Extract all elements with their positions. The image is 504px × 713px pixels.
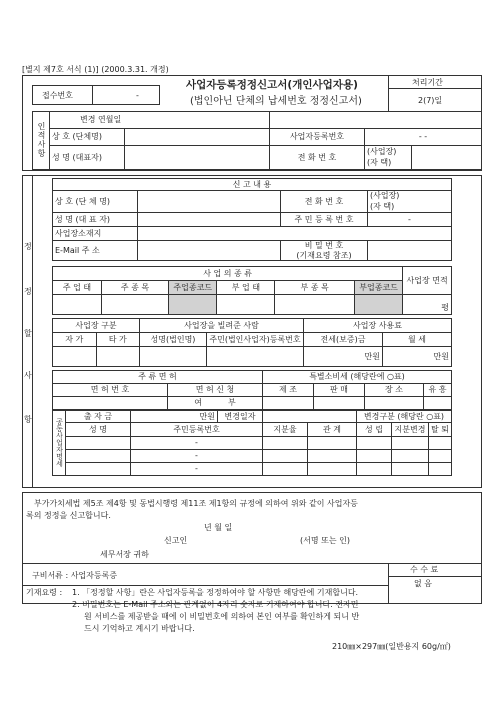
monthly-value[interactable]: [383, 347, 452, 367]
name-value[interactable]: [125, 146, 270, 170]
jp-row1-share[interactable]: [263, 437, 308, 450]
sign-label: (서명 또는 인): [300, 536, 350, 545]
place-label: 장 소: [365, 384, 424, 397]
joint-business-table: [52, 410, 452, 476]
jp-row3-exit[interactable]: [429, 463, 452, 476]
place-value[interactable]: [365, 397, 424, 410]
jp-row1-exit[interactable]: [429, 437, 452, 450]
jp-row2-change[interactable]: [392, 450, 429, 463]
processing-hline: [388, 88, 482, 89]
correction-basic-table: [52, 178, 452, 261]
corr-password-cell: [281, 241, 368, 261]
license-no: 부: [228, 398, 236, 407]
business-type-table: [52, 266, 452, 315]
change-class-label: 변경구분 (해당란 ○표): [357, 411, 452, 423]
license-no-label: 면 허 번 호: [53, 384, 168, 397]
side-label-1: 정: [24, 242, 32, 251]
sub-code-value[interactable]: [354, 295, 402, 315]
lessor-name-value[interactable]: [140, 347, 207, 367]
notes-top-line: [22, 585, 388, 586]
jp-name-label: 성 명: [66, 423, 131, 437]
deposit-unit: 만원: [364, 351, 380, 361]
phone-value[interactable]: [412, 146, 482, 170]
deposit-value[interactable]: [304, 347, 383, 367]
fee-divider: [388, 563, 389, 604]
trade-name-label: 상 호 (단체명): [50, 129, 125, 146]
jp-row3-name[interactable]: [66, 463, 131, 476]
side-label-5: 항: [24, 415, 32, 424]
biz-type-header: 사 업 의 종 류: [53, 267, 403, 281]
lessor-id-value[interactable]: [207, 347, 304, 367]
other-value[interactable]: [96, 347, 140, 367]
main-item-label: 주 종 목: [102, 281, 169, 295]
corr-email-value[interactable]: [138, 241, 281, 261]
corr-email-label: E-Mail 주 소: [53, 241, 138, 261]
person-table: [32, 111, 482, 170]
processing-label: 처리기간: [412, 78, 443, 87]
processing-value: 2(7)일: [418, 96, 443, 105]
entertainment-label: 유 흥: [424, 384, 452, 397]
main-type-label: 주 업 태: [53, 281, 102, 295]
investment-unit: 만원: [199, 411, 215, 421]
corr-phone-home: (자 택): [370, 201, 395, 211]
corr-resident-no-value[interactable]: -: [368, 213, 452, 227]
main-code-value[interactable]: [169, 295, 217, 315]
notes-line-4: 드시 기억하고 계시기 바랍니다.: [84, 624, 195, 633]
declaration-text-1: 부가가치세법 제5조 제4항 및 동법시행령 제11조 제1항의 규정에 의하여 위와 같이 사업자등: [34, 499, 358, 508]
paper-size: 210㎜×297㎜(일반용지 60g/㎡): [332, 642, 451, 651]
notes-label: 기재요령 :: [26, 588, 63, 597]
area-value[interactable]: [403, 295, 452, 315]
jp-row3-id[interactable]: -: [131, 463, 263, 476]
jp-row3-change[interactable]: [392, 463, 429, 476]
corr-phone-label: 전 화 번 호: [281, 191, 368, 213]
liquor-license-table: [52, 370, 452, 410]
sub-item-value[interactable]: [275, 295, 354, 315]
biz-reg-no-value[interactable]: - -: [365, 129, 482, 146]
monthly-label: 월 세: [383, 333, 452, 347]
tax-office-label: 세무서장 귀하: [100, 550, 149, 559]
jp-exit-label: 탈 퇴: [429, 423, 452, 437]
change-date-value-2[interactable]: [263, 411, 357, 423]
corr-trade-name-label: 상 호 (단 체 명): [53, 191, 138, 213]
declaration-text-2: 록의 정정을 신고합니다.: [26, 511, 111, 520]
corr-password-note: (기재요령 참조): [296, 250, 352, 260]
other-label: 타 가: [96, 333, 140, 347]
sub-type-value[interactable]: [217, 295, 275, 315]
docs-top-line: [22, 563, 482, 564]
corr-location-value[interactable]: [138, 227, 452, 241]
joint-side-label: 공동사업자명세: [55, 417, 64, 467]
corr-password-label: 비 밀 번 호: [304, 241, 344, 250]
jp-row2-id[interactable]: -: [131, 450, 263, 463]
manufacture-value[interactable]: [263, 397, 314, 410]
corr-name-value[interactable]: [138, 213, 281, 227]
jp-share-change-label: 지분변경: [392, 423, 429, 437]
corr-location-label: 사업장소재지: [53, 227, 138, 241]
change-date-label: 변경 연월일: [50, 112, 270, 129]
site-usage-table: [52, 318, 452, 367]
main-item-value[interactable]: [102, 295, 169, 315]
jp-row3-share[interactable]: [263, 463, 308, 476]
jp-row1-id[interactable]: -: [131, 437, 263, 450]
declarant-label: 신고인: [164, 536, 188, 545]
monthly-unit: 만원: [433, 351, 449, 361]
jp-row1-change[interactable]: [392, 437, 429, 450]
investment-value[interactable]: [131, 411, 218, 423]
jp-relation-label: 관 계: [308, 423, 357, 437]
sale-value[interactable]: [314, 397, 365, 410]
investment-label: 출 자 금: [66, 411, 131, 423]
side-label-3: 할: [24, 329, 32, 338]
side-label-2: 정: [24, 287, 32, 296]
jp-row2-exit[interactable]: [429, 450, 452, 463]
jp-row2-share[interactable]: [263, 450, 308, 463]
jp-row3-new[interactable]: [357, 463, 392, 476]
corr-resident-no-label: 주 민 등 록 번 호: [281, 213, 368, 227]
side-label-4: 사: [24, 371, 32, 380]
jp-new-label: 성 립: [357, 423, 392, 437]
jp-share-label: 지분율: [263, 423, 308, 437]
fee-label: 수 수 료: [410, 565, 439, 574]
fee-value: 없 음: [414, 579, 432, 588]
corr-phone-office: (사업장): [370, 191, 400, 201]
deposit-label: 전세(보증)금: [304, 333, 383, 347]
area-unit: 평: [441, 303, 449, 312]
own-value[interactable]: [53, 347, 97, 367]
change-date-label-2: 변경일자: [218, 411, 263, 423]
license-yes: 여: [194, 398, 202, 407]
docs-label: 구비서류 : 사업자등록증: [32, 571, 118, 580]
liquor-license-header: 주 류 면 허: [53, 371, 263, 384]
license-apply-cell[interactable]: [168, 397, 263, 410]
form-reference: [별지 제7호 서식 (1)] (2000.3.31. 개정): [22, 65, 169, 74]
usage-fee-label: 사업장 사용료: [304, 319, 452, 333]
phone-kind-cell: [365, 146, 412, 170]
phone-label: 전 화 번 호: [270, 146, 365, 170]
notes-line-2: 2. 비밀번호는 E-Mail 주소와는 관계없이 4자리 숫자로 기재하여야 합니다. 전자민: [72, 600, 359, 609]
sub-type-label: 부 업 태: [217, 281, 275, 295]
jp-row2-name[interactable]: [66, 450, 131, 463]
jp-row3-relation[interactable]: [308, 463, 357, 476]
notes-line-3: 원 서비스를 제공받을 때에 이 비밀번호에 의하여 본인 여부를 확인하게 되니 반: [84, 612, 360, 621]
main-type-value[interactable]: [53, 295, 102, 315]
jp-row1-name[interactable]: [66, 437, 131, 450]
form-subtitle: (법인아닌 단체의 납세번호 정정신고서): [190, 96, 362, 107]
processing-divider: [388, 75, 389, 111]
joint-side-cell: [53, 411, 66, 476]
own-label: 자 가: [53, 333, 97, 347]
declaration-date: 년 월 일: [204, 523, 233, 532]
change-date-value[interactable]: [270, 112, 482, 129]
person-side-cell: [33, 112, 50, 170]
lessor-name-label: 성명(법인명): [140, 333, 207, 347]
biz-reg-no-label: 사업자등록번호: [270, 129, 365, 146]
lessor-label: 사업장을 빌려준 사람: [140, 319, 304, 333]
license-no-value[interactable]: [53, 397, 168, 410]
form-title: 사업자등록정정신고서(개인사업자용): [186, 79, 358, 91]
sub-code-label: 부업종코드: [354, 281, 402, 295]
fee-hline: [388, 576, 482, 577]
jp-resident-no-label: 주민등록번호: [131, 423, 263, 437]
notes-line-1: 1. 「정정할 사항」란은 사업자등록을 정정하여야 할 사항만 해당란에 기재합니다.: [72, 588, 359, 597]
jp-row1-new[interactable]: [357, 437, 392, 450]
sub-item-label: 부 종 목: [275, 281, 354, 295]
site-class-label: 사업장 구분: [53, 319, 140, 333]
lessor-id-label: 주민(법인사업자)등록번호: [207, 333, 304, 347]
phone-office: (사업장): [367, 147, 397, 157]
person-side-label: 인적사항: [37, 121, 46, 158]
corr-phone-cell[interactable]: [368, 191, 452, 213]
corr-password-value[interactable]: [368, 241, 452, 261]
jp-row1-relation[interactable]: [308, 437, 357, 450]
receipt-value: -: [136, 91, 139, 100]
manufacture-label: 제 조: [263, 384, 314, 397]
report-content-header: 신 고 내 용: [53, 179, 452, 191]
name-label: 성 명 (대표자): [50, 146, 125, 170]
trade-name-value[interactable]: [125, 129, 270, 146]
entertainment-value[interactable]: [424, 397, 452, 410]
jp-row2-relation[interactable]: [308, 450, 357, 463]
receipt-label: 접수번호: [42, 91, 73, 100]
license-apply-label: 면 허 신 청: [168, 384, 263, 397]
area-label: 사업장 면적: [403, 267, 452, 295]
correction-side-divider: [32, 175, 33, 488]
corr-name-label: 성 명 (대 표 자): [53, 213, 138, 227]
phone-home: (자 택): [367, 157, 392, 167]
sale-label: 판 매: [314, 384, 365, 397]
special-tax-header: 특별소비세 (해당란에 ○표): [263, 371, 452, 384]
corr-trade-name-value[interactable]: [138, 191, 281, 213]
receipt-divider: [92, 85, 93, 105]
main-code-label: 주업종코드: [169, 281, 217, 295]
jp-row2-new[interactable]: [357, 450, 392, 463]
